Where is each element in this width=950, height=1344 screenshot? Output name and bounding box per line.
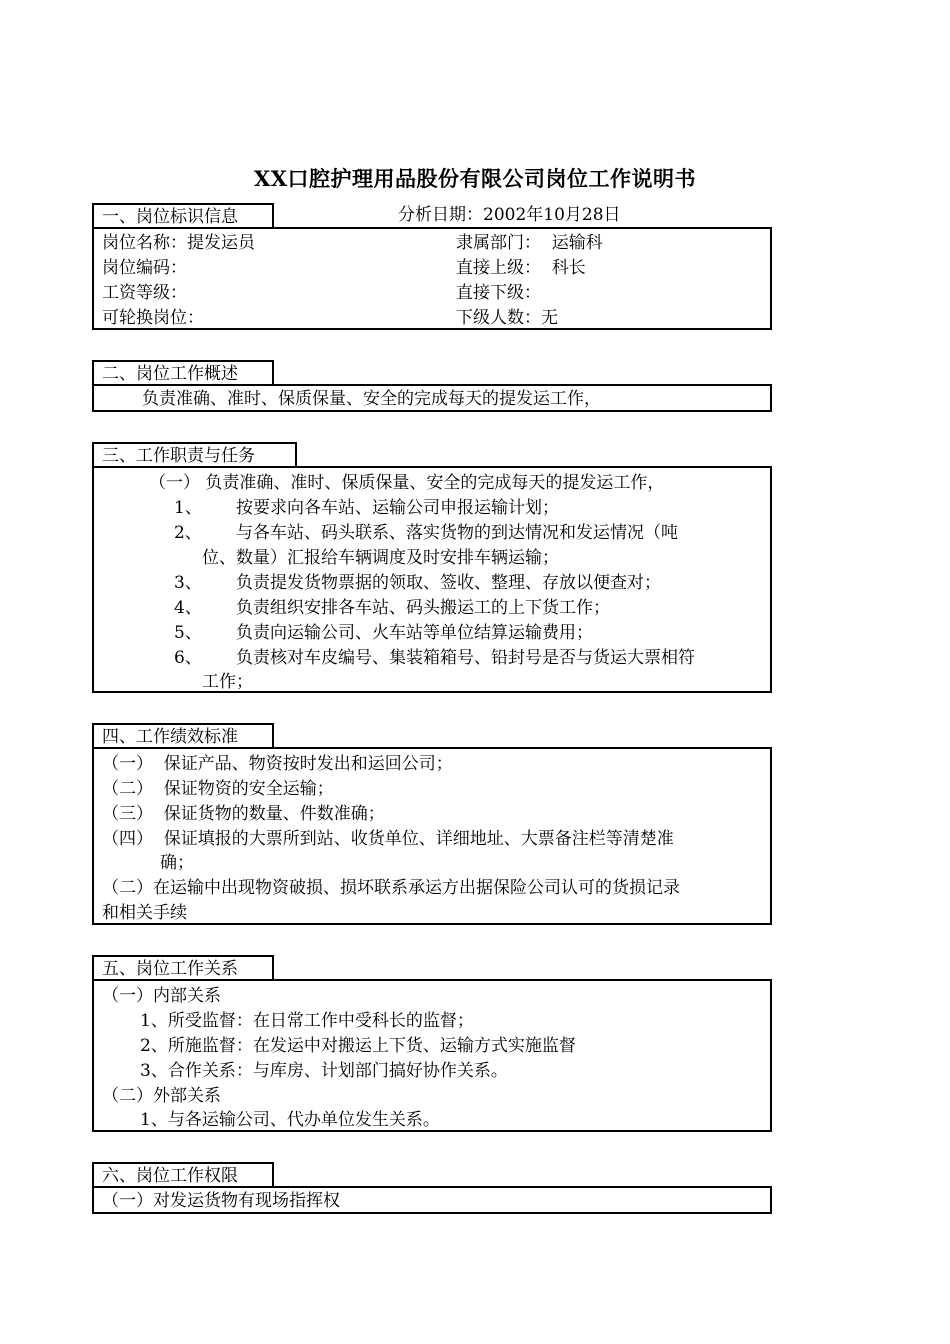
analysis-date: 分析日期：2002年10月28日 [398,205,621,225]
duty-cont-2: 位、数量）汇报给车辆调度及时安排车辆运输； [202,548,559,568]
duty-text-3: 负责提发货物票据的领取、签收、整理、存放以便查对； [236,573,661,593]
duty-num-1: 1、 [174,498,202,518]
section2-box [92,384,772,412]
duty-num-3: 3、 [174,573,202,593]
duty-cont-6: 工作； [202,672,253,692]
page-title: XX口腔护理用品股份有限公司岗位工作说明书 [253,166,697,191]
section4-heading: 四、工作绩效标准 [92,723,274,747]
standard-line: （二）在运输中出现物资破损、损坏联系承运方出据保险公司认可的货损记录 [102,878,680,898]
relation-line: 1、所受监督：在日常工作中受科长的监督； [140,1011,474,1031]
standard-line: （一） 保证产品、物资按时发出和运回公司； [102,754,453,774]
section4-box [92,747,772,925]
relation-line: （一）内部关系 [102,986,221,1006]
section3-heading: 三、工作职责与任务 [92,442,297,466]
section3-box [92,466,772,693]
section6-heading: 六、岗位工作权限 [92,1162,274,1186]
duty-num-2: 2、 [174,523,202,543]
duty-intro: （一） 负责准确、准时、保质保量、安全的完成每天的提发运工作， [149,473,665,493]
direct-subordinate: 直接下级： [456,283,541,303]
section6-box [92,1186,772,1214]
relation-line: 3、合作关系：与库房、计划部门搞好协作关系。 [140,1061,508,1081]
section1-heading: 一、岗位标识信息 [92,203,274,227]
duty-text-4: 负责组织安排各车站、码头搬运工的上下货工作； [236,598,610,618]
salary-grade: 工资等级： [102,283,187,303]
relation-line: 2、所施监督：在发运中对搬运上下货、运输方式实施监督 [140,1036,576,1056]
duty-num-5: 5、 [174,623,202,643]
relation-line: 1、与各运输公司、代办单位发生关系。 [140,1110,440,1130]
rotatable-position: 可轮换岗位： [102,308,204,328]
standard-line: 和相关手续 [102,903,187,923]
subordinate-count: 下级人数：无 [456,308,558,328]
direct-superior: 直接上级： 科长 [456,258,586,278]
duty-text-6: 负责核对车皮编号、集装箱箱号、铅封号是否与货运大票相符 [236,648,695,668]
standard-line: 确； [160,853,194,873]
section2-heading: 二、岗位工作概述 [92,360,274,384]
standard-line: （四） 保证填报的大票所到站、收货单位、详细地址、大票备注栏等清楚准 [102,829,674,849]
section5-box [92,979,772,1132]
authority-line: （一）对发运货物有现场指挥权 [102,1191,340,1211]
position-code: 岗位编码： [102,258,187,278]
duty-text-1: 按要求向各车站、运输公司申报运输计划； [236,498,559,518]
standard-line: （三） 保证货物的数量、件数准确； [102,804,385,824]
job-overview: 负责准确、准时、保质保量、安全的完成每天的提发运工作， [142,389,601,409]
section5-heading: 五、岗位工作关系 [92,955,274,979]
duty-num-6: 6、 [174,648,202,668]
duty-num-4: 4、 [174,598,202,618]
standard-line: （二） 保证物资的安全运输； [102,779,334,799]
duty-text-5: 负责向运输公司、火车站等单位结算运输费用； [236,623,593,643]
section1-box [92,227,772,330]
duty-text-2: 与各车站、码头联系、落实货物的到达情况和发运情况（吨 [236,523,678,543]
relation-line: （二）外部关系 [102,1086,221,1106]
department: 隶属部门： 运输科 [456,233,603,253]
position-name: 岗位名称：提发运员 [102,233,255,253]
